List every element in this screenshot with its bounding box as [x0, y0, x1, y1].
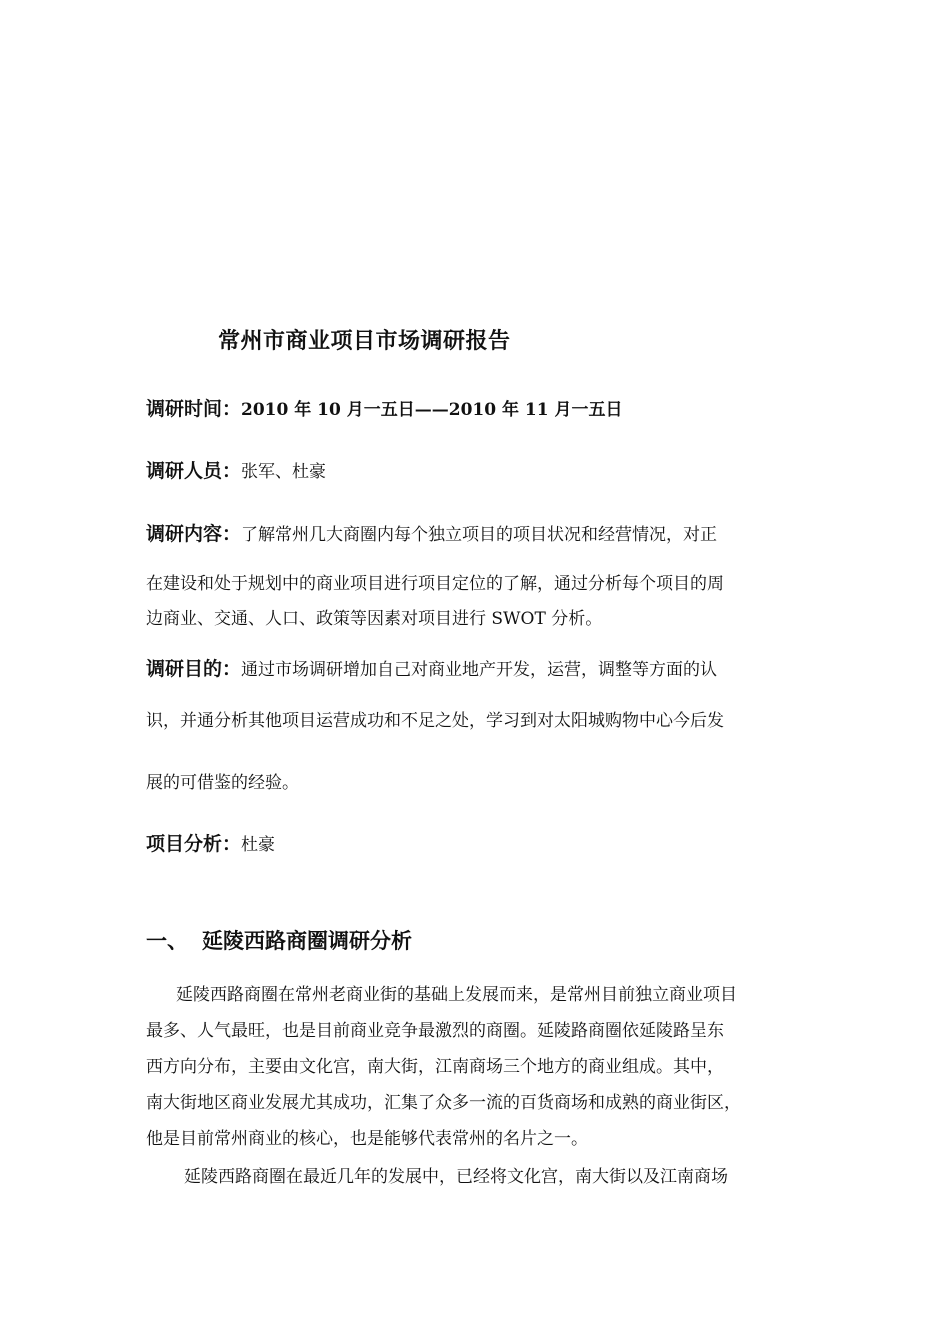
section-number: 一、 — [146, 929, 188, 953]
section-heading — [146, 925, 412, 955]
research-content-line: 边商业、交通、人口、政策等因素对项目进行 SWOT 分析。 — [146, 609, 603, 629]
paragraph-line: 南大街地区商业发展尤其成功，汇集了众多一流的百货商场和成熟的商业街区， — [146, 1093, 741, 1113]
project-analysis-row — [146, 829, 275, 856]
research-people-label: 调研人员： — [146, 460, 242, 482]
paragraph-line: 他是目前常州商业的核心，也是能够代表常州的名片之一。 — [146, 1129, 588, 1149]
research-people-row — [146, 456, 326, 483]
research-purpose-row — [146, 654, 717, 681]
paragraph-line: 最多、人气最旺，也是目前商业竞争最激烈的商圈。延陵路商圈依延陵路呈东 — [146, 1021, 724, 1041]
research-content-line: 在建设和处于规划中的商业项目进行项目定位的了解，通过分析每个项目的周 — [146, 574, 724, 594]
research-content-row — [146, 519, 717, 546]
research-content-label: 调研内容： — [146, 523, 242, 545]
research-content-line: 了解常州几大商圈内每个独立项目的项目状况和经营情况，对正 — [241, 525, 718, 545]
research-people-value: 张军、杜豪 — [241, 462, 327, 482]
research-time-row — [146, 394, 622, 421]
paragraph-line: 西方向分布，主要由文化宫，南大街，江南商场三个地方的商业组成。其中， — [146, 1057, 724, 1077]
research-purpose-label: 调研目的： — [146, 658, 242, 680]
research-time-label: 调研时间： — [146, 398, 242, 420]
project-analysis-value: 杜豪 — [241, 835, 276, 855]
research-time-value: 2010 年 10 月一五日——2010 年 11 月一五日 — [241, 400, 623, 420]
research-purpose-line: 展的可借鉴的经验。 — [146, 773, 299, 793]
project-analysis-label: 项目分析： — [146, 833, 242, 855]
section-title: 延陵西路商圈调研分析 — [202, 929, 412, 953]
research-purpose-line: 通过市场调研增加自己对商业地产开发，运营，调整等方面的认 — [241, 660, 718, 680]
paragraph-line: 延陵西路商圈在常州老商业街的基础上发展而来，是常州目前独立商业项目 — [176, 985, 737, 1005]
report-title: 常州市商业项目市场调研报告 — [218, 329, 511, 354]
research-purpose-line: 识，并通分析其他项目运营成功和不足之处，学习到对太阳城购物中心今后发 — [146, 711, 724, 731]
paragraph-line: 延陵西路商圈在最近几年的发展中，已经将文化宫，南大街以及江南商场 — [184, 1167, 728, 1187]
